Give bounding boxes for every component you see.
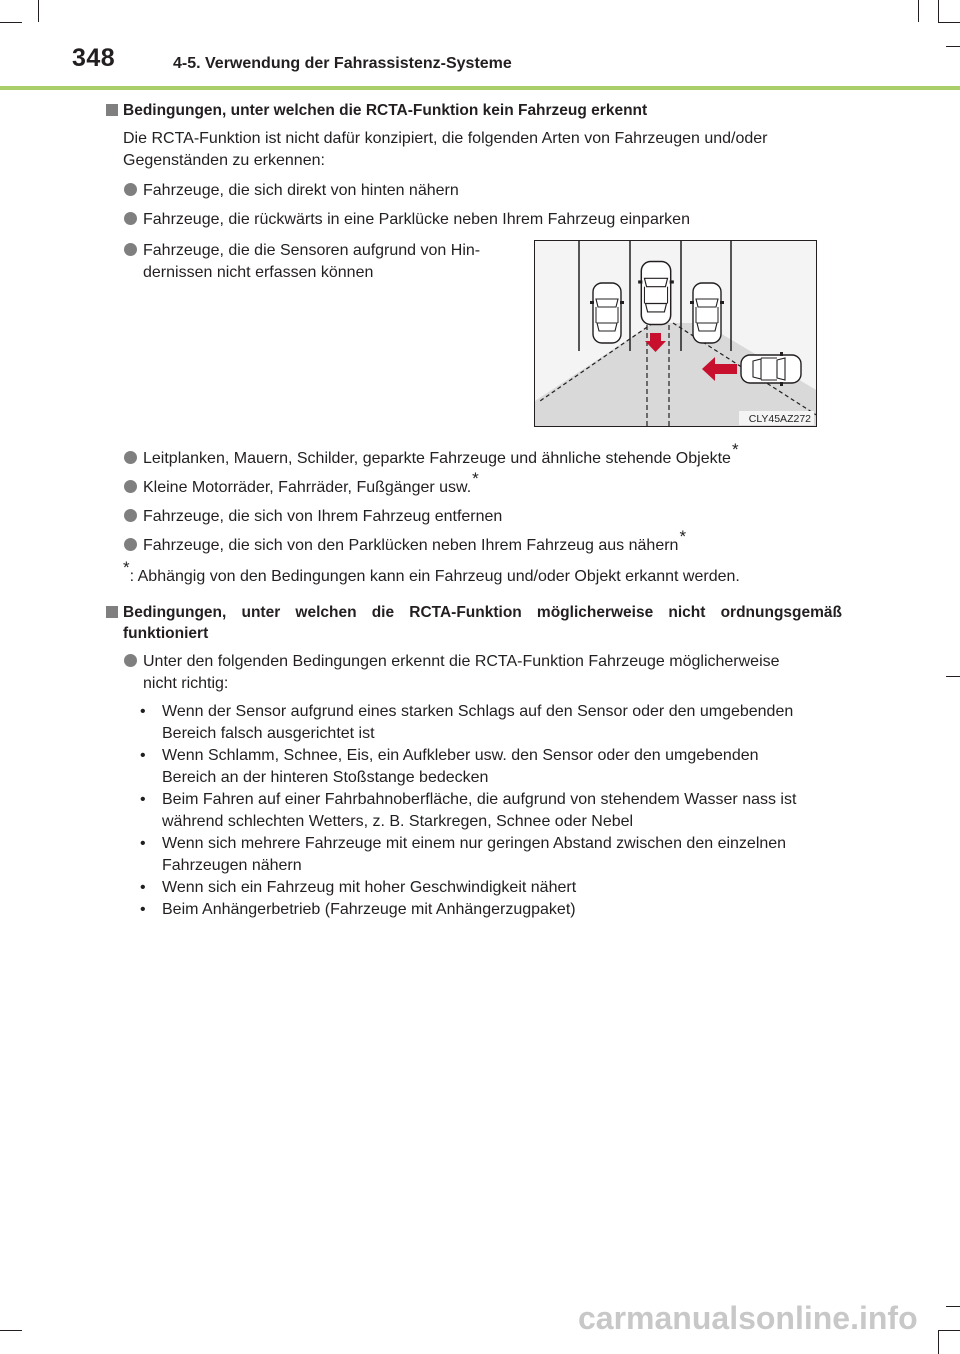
list-item-text: dernissen nicht erfassen können (143, 264, 374, 281)
list-item-text: Fahrzeuge, die sich von den Parklücken neben Ihrem Fahrzeug aus nähern (143, 537, 679, 554)
parking-lot-diagram (535, 241, 817, 427)
list-item (124, 527, 687, 557)
list-item (124, 469, 479, 499)
condition-text: Bereich falsch ausgerichtet ist (162, 725, 375, 742)
bullet-dot-icon (124, 509, 137, 522)
crop-mark (938, 1330, 960, 1331)
watermark[interactable]: carmanualsonline.info (578, 1300, 918, 1336)
crop-mark (938, 1330, 939, 1354)
dash-marker: • (140, 791, 146, 808)
left-arrow-icon (715, 364, 737, 374)
condition-text: Wenn sich ein Fahrzeug mit hoher Geschwindigkeit nähert (162, 879, 577, 896)
list-item-text: Fahrzeuge, die sich direkt von hinten nähern (143, 182, 459, 199)
bullet-dot-icon (124, 212, 137, 225)
intro-paragraph (123, 128, 768, 172)
section-heading-rcta-malfunction (106, 602, 842, 644)
list-item-text: Leitplanken, Mauern, Schilder, geparkte Fahrzeuge und ähnliche stehende Objekte (143, 450, 731, 467)
down-arrow-icon (650, 333, 661, 341)
dash-marker: • (140, 901, 146, 918)
square-bullet-icon (106, 104, 118, 116)
condition-text: Wenn Schlamm, Schnee, Eis, ein Aufkleber usw. den Sensor oder den umgebenden (162, 747, 759, 764)
list-item-text: nicht richtig: (143, 675, 229, 692)
condition-item (140, 877, 840, 899)
page-number: 348 (72, 44, 116, 72)
intro-line: Die RCTA-Funktion ist nicht dafür konzipiert, die folgenden Arten von Fahrzeugen und/oder (123, 130, 768, 147)
intro-line: Gegenständen zu erkennen: (123, 152, 325, 169)
condition-item (140, 701, 840, 745)
bullet-dot-icon (124, 243, 137, 256)
figure-code: CLY45AZ272 (748, 413, 811, 425)
crop-mark (0, 22, 22, 23)
bullet-dot-icon (124, 451, 137, 464)
crop-mark (938, 22, 960, 23)
condition-text: Beim Anhängerbetrieb (Fahrzeuge mit Anhängerzugpaket) (162, 901, 576, 918)
crop-mark (946, 676, 960, 677)
condition-text: Bereich an der hinteren Stoßstange bedecken (162, 769, 489, 786)
condition-item (140, 789, 840, 833)
asterisk-mark: * (679, 527, 687, 546)
list-item (124, 440, 739, 470)
condition-text: Fahrzeugen nähern (162, 857, 302, 874)
dash-marker: • (140, 747, 146, 764)
crop-mark (938, 0, 939, 22)
approaching-car (741, 352, 801, 386)
bullet-dot-icon (124, 538, 137, 551)
parked-car (590, 283, 624, 343)
list-item-text: Fahrzeuge, die sich von Ihrem Fahrzeug entfernen (143, 508, 503, 525)
header-divider (0, 86, 960, 90)
condition-item (140, 899, 840, 921)
bullet-dot-icon (124, 480, 137, 493)
list-item (124, 240, 514, 284)
square-bullet-icon (106, 606, 118, 618)
own-car (638, 262, 674, 325)
asterisk-mark: * (472, 469, 479, 488)
crop-mark (0, 1330, 22, 1331)
crop-mark (38, 0, 39, 22)
crop-mark (918, 0, 919, 22)
parked-car (690, 283, 724, 343)
dash-marker: • (140, 703, 146, 720)
list-item-text: Kleine Motorräder, Fahrräder, Fußgänger usw. (143, 479, 472, 496)
condition-text: während schlechten Wetters, z. B. Starkregen, Schnee oder Nebel (162, 813, 634, 830)
footnote (123, 558, 740, 588)
list-item-text: Fahrzeuge, die rückwärts in eine Parklücke neben Ihrem Fahrzeug einparken (143, 211, 690, 228)
list-item-text: Unter den folgenden Bedingungen erkennt die RCTA-Funktion Fahrzeuge möglicherweise (143, 653, 780, 670)
list-item (124, 651, 842, 695)
section-heading-rcta-not-detected (106, 100, 647, 121)
heading-text: funktioniert (123, 625, 209, 642)
rcta-illustration (534, 240, 817, 427)
crop-mark (946, 46, 960, 47)
list-item (124, 506, 502, 528)
heading-text: Bedingungen, unter welchen die RCTA-Funktion kein Fahrzeug erkennt (123, 102, 648, 119)
list-item (124, 180, 459, 202)
condition-text: Beim Fahren auf einer Fahrbahnoberfläche, die aufgrund von stehendem Wasser nass ist (162, 791, 797, 808)
dash-marker: • (140, 835, 146, 852)
footnote-marker: * (123, 558, 130, 577)
list-item-text: Fahrzeuge, die die Sensoren aufgrund von Hin- (143, 242, 481, 259)
condition-text: Wenn sich mehrere Fahrzeuge mit einem nur geringen Abstand zwischen den einzelnen (162, 835, 787, 852)
condition-item (140, 833, 840, 877)
bullet-dot-icon (124, 654, 137, 667)
dash-marker: • (140, 879, 146, 896)
bullet-dot-icon (124, 183, 137, 196)
footnote-text: : Abhängig von den Bedingungen kann ein Fahrzeug und/oder Objekt erkannt werden. (129, 568, 740, 585)
crop-mark (946, 1306, 960, 1307)
condition-text: Wenn der Sensor aufgrund eines starken Schlags auf den Sensor oder den umgebenden (162, 703, 794, 720)
heading-text: Bedingungen, unter welchen die RCTA-Funktion möglicherweise nicht ordnungsgemäß (123, 604, 842, 621)
asterisk-mark: * (731, 440, 739, 459)
list-item (124, 209, 690, 231)
condition-item (140, 745, 840, 789)
section-title: 4-5. Verwendung der Fahrassistenz-Systeme (173, 55, 512, 72)
